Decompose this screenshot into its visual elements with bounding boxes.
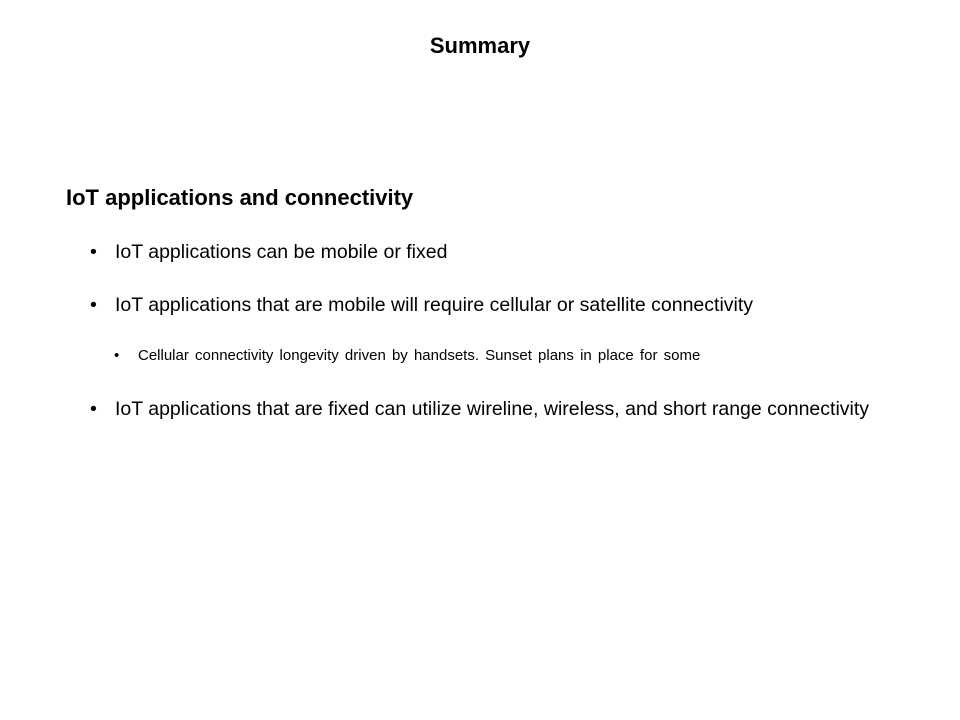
- bullet-text: IoT applications can be mobile or fixed: [115, 241, 448, 263]
- section-heading: IoT applications and connectivity: [66, 185, 414, 210]
- bullet-icon: •: [90, 241, 97, 263]
- slide-title: Summary: [429, 33, 531, 58]
- bullet-text: IoT applications that are mobile will require cellular or satellite connectivity: [115, 294, 754, 316]
- bullet-text: IoT applications that are fixed can utilize wireline, wireless, and short range connectivity: [115, 398, 870, 420]
- bullet-icon: •: [90, 294, 97, 316]
- sub-bullet-text: Cellular connectivity longevity driven by handsets. Sunset plans in place for some: [138, 347, 701, 364]
- bullet-icon: •: [90, 398, 97, 420]
- sub-bullet-icon: •: [114, 347, 120, 364]
